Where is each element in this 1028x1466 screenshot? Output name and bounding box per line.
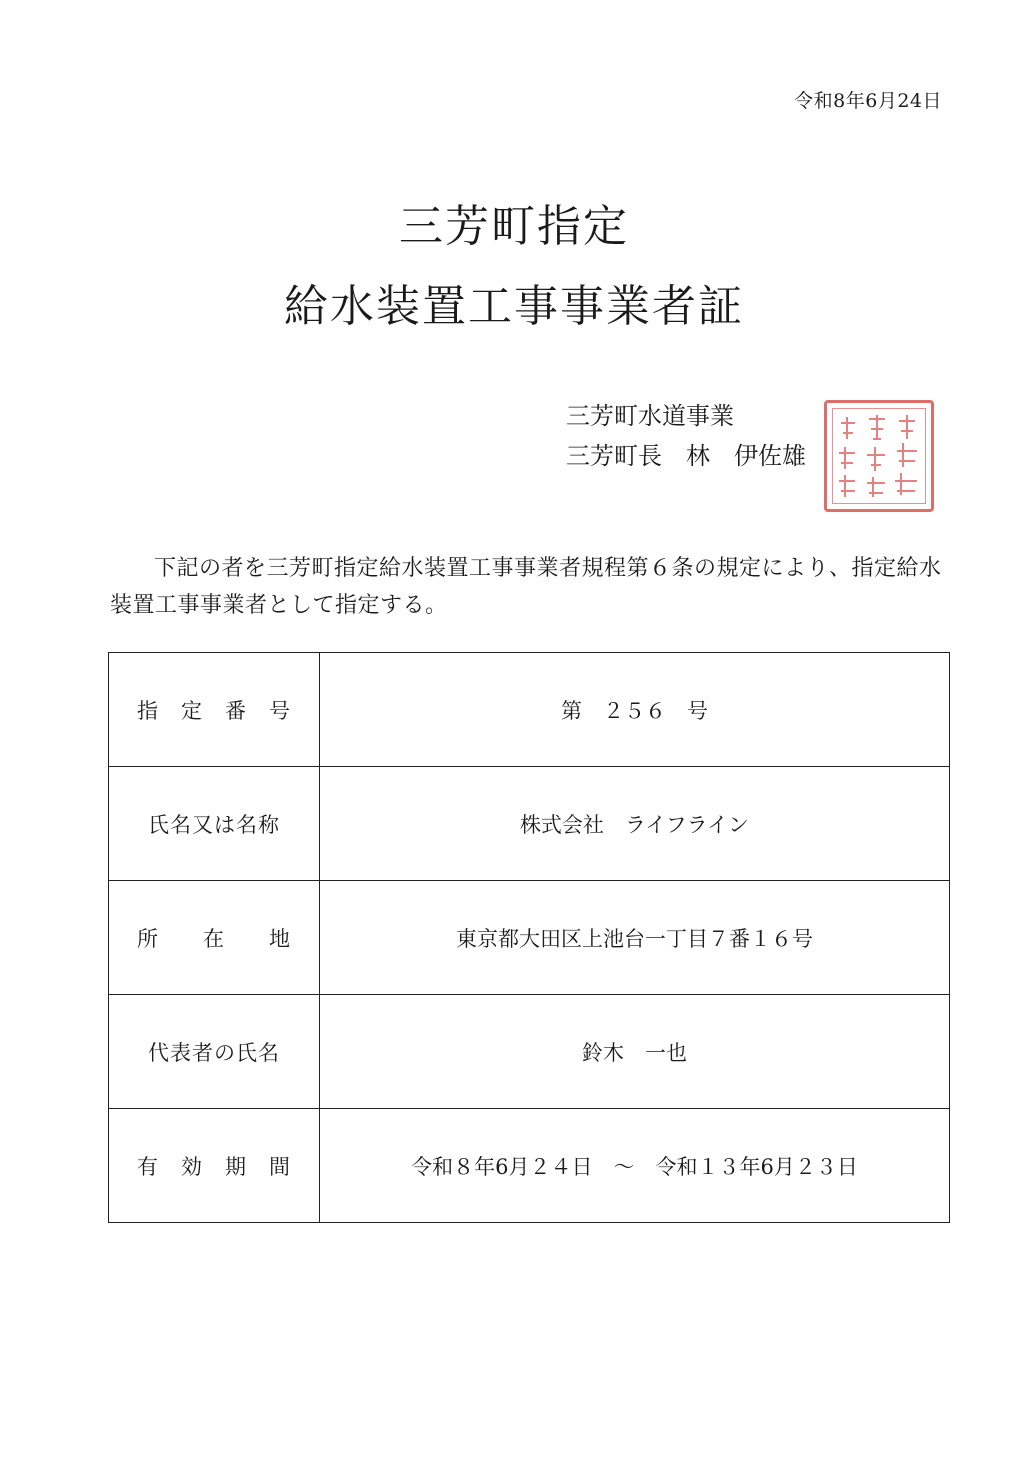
issuer-block <box>566 396 806 476</box>
row-value-company-name: 株式会社 ライフライン <box>320 767 950 881</box>
table-row <box>109 653 950 767</box>
certificate-details-table <box>108 652 950 1223</box>
title-line-1: 三芳町指定 <box>399 201 629 252</box>
seal-glyphs-icon <box>827 403 931 509</box>
table-row <box>109 995 950 1109</box>
row-label-designation-number: 指 定 番 号 <box>109 653 320 767</box>
row-value-address: 東京都大田区上池台一丁目７番１６号 <box>320 881 950 995</box>
table-row <box>109 881 950 995</box>
row-label-validity-period: 有 効 期 間 <box>109 1109 320 1223</box>
official-seal-stamp <box>824 400 934 512</box>
row-label-company-name: 氏名又は名称 <box>109 767 320 881</box>
title-line-2: 給水装置工事事業者証 <box>284 281 744 332</box>
row-value-representative: 鈴木 一也 <box>320 995 950 1109</box>
row-label-representative: 代表者の氏名 <box>109 995 320 1109</box>
table-row <box>109 767 950 881</box>
table-row <box>109 1109 950 1223</box>
row-value-designation-number: 第 ２５６ 号 <box>320 653 950 767</box>
issue-date: 令和8年6月24日 <box>794 90 942 112</box>
row-value-validity-period: 令和８年6月２４日 ～ 令和１３年6月２３日 <box>320 1109 950 1223</box>
issuer-organization: 三芳町水道事業 <box>566 402 734 430</box>
row-label-address: 所 在 地 <box>109 881 320 995</box>
issuer-mayor: 三芳町長 林 伊佐雄 <box>566 442 806 470</box>
designation-statement: 下記の者を三芳町指定給水装置工事事業者規程第６条の規定により、指定給水装置工事事業者として指定する。 <box>110 556 942 618</box>
